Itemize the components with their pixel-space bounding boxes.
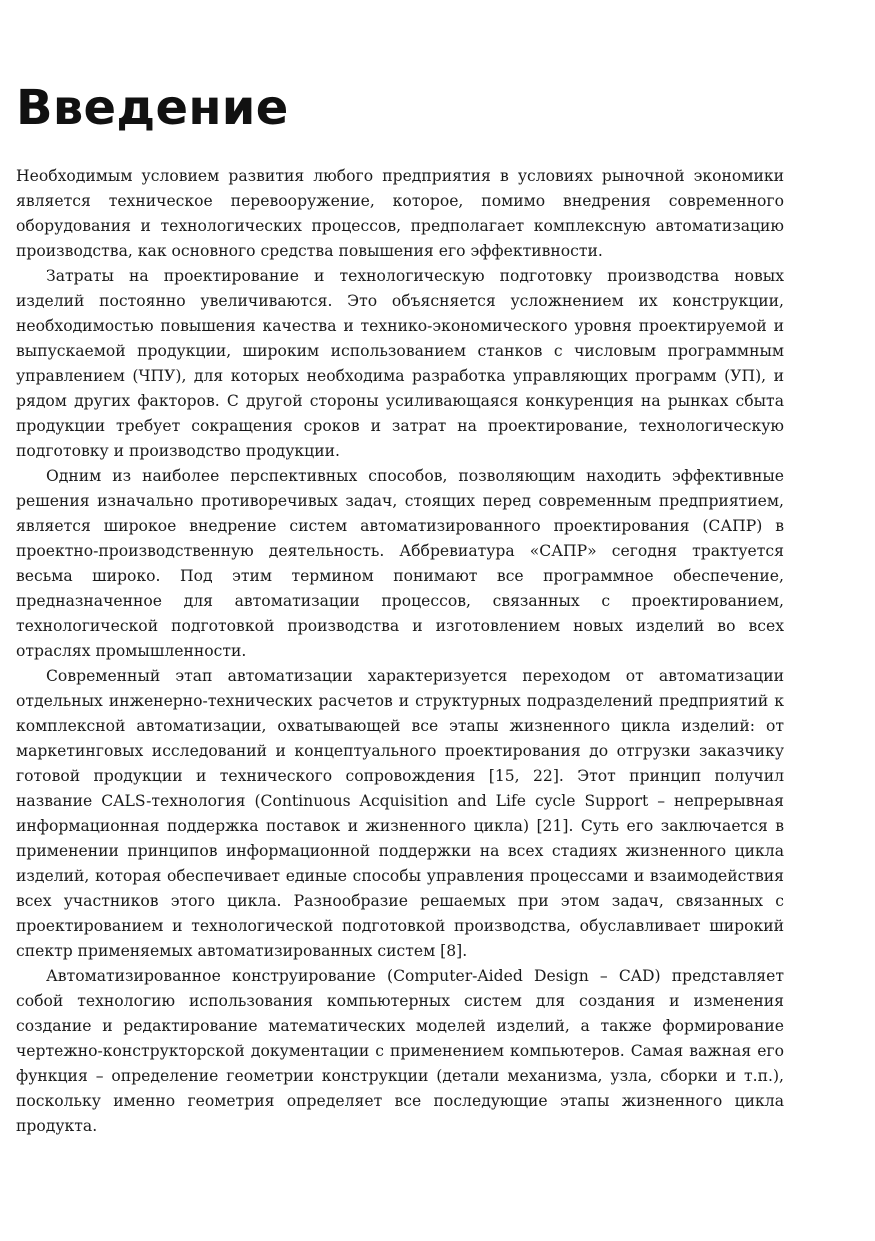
document-page (16, 0, 784, 1139)
paragraph-1: Необходимым условием развития любого предприятия в условиях рыночной экономики является техническое перевооружение, которое, помимо внедрения современного оборудования и технологических процессов, предполагает комплексную автоматизацию производства, как основного средства повышения его эффективности. (16, 167, 784, 260)
paragraph-5: Автоматизированное конструирование (Computer-Aided Design – CAD) представляет собой технологию использования компьютерных систем для создания и изменения создание и редактирование математических моделей изделий, а также формирование чертежно-конструкторской документации с применением компьютеров. Самая важная его функция – определение геометрии конструкции (детали механизма, узла, сборки и т.п.), поскольку именно геометрия определяет все последующие этапы жизненного цикла продукта. (16, 967, 784, 1135)
paragraph-3: Одним из наиболее перспективных способов, позволяющим находить эффективные решения изначально противоречивых задач, стоящих перед современным предприятием, является широкое внедрение систем автоматизированного проектирования (САПР) в проектно-производственную деятельность. Аббревиатура «САПР» сегодня трактуется весьма широко. Под этим термином понимают все программное обеспечение, предназначенное для автоматизации процессов, связанных с проектированием, технологической подготовкой производства и изготовлением новых изделий во всех отраслях промышленности. (16, 467, 784, 660)
chapter-title: Введение (16, 80, 289, 136)
paragraph-4: Современный этап автоматизации характеризуется переходом от автоматизации отдельных инженерно-технических расчетов и структурных подразделений предприятий к комплексной автоматизации, охватывающей все этапы жизненного цикла изделий: от маркетинговых исследований и концептуального проектирования до отгрузки заказчику готовой продукции и технического сопровождения [15, 22]. Этот принцип получил название CALS-технология (Continuous Acquisition and Life cycle Support – непрерывная информационная поддержка поставок и жизненного цикла) [21]. Суть его заключается в применении принципов информационной поддержки на всех стадиях жизненного цикла изделий, которая обеспечивает единые способы управления процессами и взаимодействия всех участников этого цикла. Разнообразие решаемых при этом задач, связанных с проектированием и технологической подготовкой производства, обуславливает широкий спектр применяемых автоматизированных систем [8]. (16, 667, 784, 960)
paragraph-2: Затраты на проектирование и технологическую подготовку производства новых изделий постоянно увеличиваются. Это объясняется усложнением их конструкции, необходимостью повышения качества и технико-экономического уровня проектируемой и выпускаемой продукции, широким использованием станков с числовым программным управлением (ЧПУ), для которых необходима разработка управляющих программ (УП), и рядом других факторов. С другой стороны усиливающаяся конкуренция на рынках сбыта продукции требует сокращения сроков и затрат на проектирование, технологическую подготовку и производство продукции. (16, 267, 784, 460)
body-text (16, 164, 784, 1139)
